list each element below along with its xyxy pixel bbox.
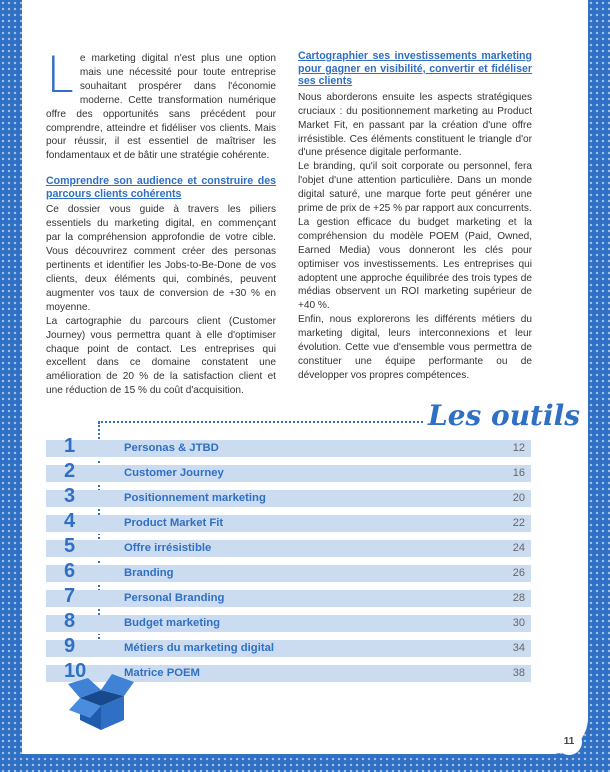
toc-row[interactable]	[46, 435, 531, 459]
drop-cap: L	[46, 46, 74, 104]
intro-text: e marketing digital n'est plus une option mais une nécessité pour toute entreprise souhaitant prospérer dans l'économie moderne. Cette transformation numérique offre des opportunités sans précédent pour comprendre, atteindre et fidéliser vos clients. Mais pour réussir, il est essentiel de maîtriser les fondamentaux et de bâtir une stratégie cohérente.	[46, 53, 276, 162]
toc-row[interactable]	[46, 460, 531, 484]
toc-label: Matrice POEM	[124, 667, 200, 679]
toc-page: 28	[512, 592, 525, 604]
toc-number: 1	[64, 435, 76, 457]
right-column	[298, 0, 532, 383]
toc-label: Positionnement marketing	[124, 492, 266, 504]
toc-page: 38	[512, 667, 525, 679]
toc-row[interactable]	[46, 585, 531, 609]
toc-number: 9	[64, 635, 76, 657]
toc-page: 16	[512, 467, 525, 479]
toc-row[interactable]	[46, 535, 531, 559]
paragraph: Le branding, qu'il soit corporate ou personnel, fera l'objet d'une attention particulière. Dans un monde digital saturé, une marque forte peut générer une prime de prix de +25 % par rapport aux concurrents.	[298, 161, 532, 215]
paragraph: Enfin, nous explorerons les différents métiers du marketing digital, leurs interconnexions et leur évolution. Cette vue d'ensemble vous permettra de constituer une équipe performante ou de développer vos propres compétences.	[298, 314, 532, 381]
toc-number: 10	[64, 660, 87, 682]
toc-row[interactable]	[46, 485, 531, 509]
toc-label: Métiers du marketing digital	[124, 642, 275, 654]
toc-number: 8	[64, 610, 76, 632]
toc-row[interactable]	[46, 635, 531, 659]
toc-label: Offre irrésistible	[124, 542, 212, 554]
toc-number: 5	[64, 535, 76, 557]
toc-label: Personas & JTBD	[124, 442, 219, 454]
toc-page: 30	[512, 617, 525, 629]
toc-page: 26	[512, 567, 525, 579]
toc-row[interactable]	[46, 560, 531, 584]
toc-row[interactable]	[46, 510, 531, 534]
toc-label: Branding	[124, 567, 174, 579]
toc-label: Budget marketing	[124, 617, 221, 629]
toc-page: 12	[512, 442, 525, 454]
toc-page: 34	[512, 642, 525, 654]
toc-page: 24	[512, 542, 525, 554]
page-number: 11	[556, 729, 582, 755]
section-heading-audience: Comprendre son audience et construire des parcours clients cohérents	[46, 175, 276, 200]
toc-row[interactable]	[46, 610, 531, 634]
paragraph: Nous aborderons ensuite les aspects stratégiques cruciaux : du positionnement marketing au Product Market Fit, en passant par la création d'une offre irrésistible. Ces éléments constituent le triangle d'or d'une présence digitale performante.	[298, 91, 532, 159]
toc-number: 7	[64, 585, 76, 607]
toc-page: 20	[512, 492, 525, 504]
toc-label: Personal Branding	[124, 592, 225, 604]
page-sheet	[22, 0, 588, 754]
toc-number: 4	[64, 510, 76, 532]
toc-page: 22	[512, 517, 525, 529]
toc-number: 6	[64, 560, 76, 582]
toc-label: Product Market Fit	[124, 517, 224, 529]
paragraph: Ce dossier vous guide à travers les piliers essentiels du marketing digital, en commençant par la compréhension approfondie de votre cible. Vous découvrirez comment créer des personas pertinents et identifier les Jobs-to-Be-Done de vos clients, deux éléments qui, combinés, peuvent augmenter vos taux de conversion de +30 % en moyenne.	[46, 204, 276, 313]
tools-title: Les outils	[428, 399, 581, 432]
toc-number: 2	[64, 460, 76, 482]
open-box-icon	[66, 668, 136, 737]
toc-number: 3	[64, 485, 76, 507]
dotted-connector-horizontal	[98, 421, 423, 423]
paragraph: La cartographie du parcours client (Customer Journey) vous permettra quant à elle d'optimiser chaque point de contact. Les entreprises qui excellent dans ce domaine constatent une amélioration de 20 % de la satisfaction client et une réduction de 15 % du coût d'acquisition.	[46, 315, 276, 397]
left-column	[46, 0, 276, 398]
section-heading-investments: Cartographier ses investissements marketing pour gagner en visibilité, convertir et fidéliser ses clients	[298, 50, 532, 88]
toc-label: Customer Journey	[124, 467, 224, 479]
intro-paragraph	[46, 46, 276, 163]
tools-list	[46, 435, 531, 690]
paragraph: La gestion efficace du budget marketing et la compréhension du modèle POEM (Paid, Owned, Earned Media) vous donneront les clés pour optimiser vos investissements. Les entreprises qui adoptent une approche équilibrée des trois types de médias observent un ROI marketing supérieur de +40 %.	[298, 216, 532, 312]
